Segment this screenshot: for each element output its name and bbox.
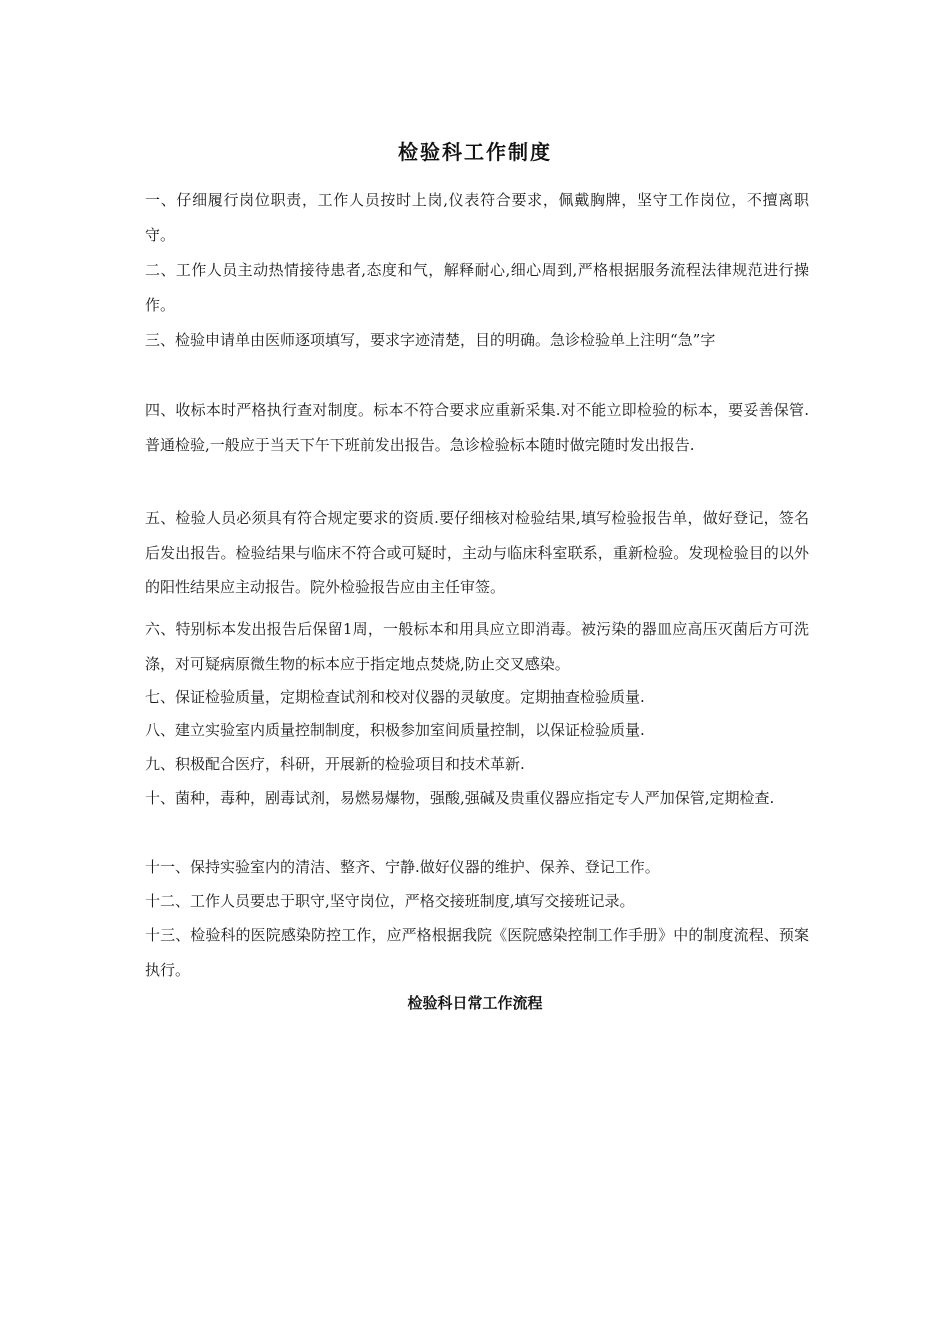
rule-item-12: 十二、工作人员要忠于职守,坚守岗位，严格交接班制度,填写交接班记录。	[145, 892, 635, 910]
rule-item-7: 七、保证检验质量，定期检查试剂和校对仪器的灵敏度。定期抽查检验质量.	[145, 688, 645, 706]
rule-item-13: 十三、检验科的医院感染防控工作，应严格根据我院《医院感染控制工作手册》中的制度流程、预案执行。	[145, 926, 809, 979]
section-subtitle: 检验科日常工作流程	[407, 994, 543, 1012]
rule-item-5: 五、检验人员必须具有符合规定要求的资质.要仔细核对检验结果,填写检验报告单，做好登记，签名后发出报告。检验结果与临床不符合或可疑时，主动与临床科室联系，重新检验。发现检验目的以外的阳性结果应主动报告。院外检验报告应由主任审签。	[145, 509, 809, 596]
rule-item-10: 十、菌种，毒种，剧毒试剂，易燃易爆物，强酸,强碱及贵重仪器应指定专人严加保管,定期检查.	[145, 789, 775, 807]
rule-item-11: 十一、保持实验室内的清洁、整齐、宁静.做好仪器的维护、保养、登记工作。	[145, 858, 660, 876]
rule-item-4: 四、收标本时严格执行查对制度。标本不符合要求应重新采集.对不能立即检验的标本，要妥善保管.普通检验,一般应于当天下午下班前发出报告。急诊检验标本随时做完随时发出报告.	[145, 401, 809, 454]
rule-item-2: 二、工作人员主动热情接待患者,态度和气，解释耐心,细心周到,严格根据服务流程法律规范进行操作。	[145, 261, 809, 314]
rule-item-6: 六、特别标本发出报告后保留1周，一般标本和用具应立即消毒。被污染的器皿应高压灭菌后方可洗涤，对可疑病原微生物的标本应于指定地点焚烧,防止交叉感染。	[145, 620, 809, 673]
document-title: 检验科工作制度	[398, 140, 552, 164]
rule-item-1: 一、仔细履行岗位职责，工作人员按时上岗,仪表符合要求，佩戴胸牌，坚守工作岗位，不擅离职守。	[145, 191, 809, 244]
rule-item-8: 八、建立实验室内质量控制制度，积极参加室间质量控制，以保证检验质量.	[145, 721, 645, 739]
rule-item-3: 三、检验申请单由医师逐项填写，要求字迹清楚，目的明确。急诊检验单上注明“急”字	[145, 331, 716, 349]
rule-item-9: 九、积极配合医疗，科研，开展新的检验项目和技术革新.	[145, 755, 525, 773]
